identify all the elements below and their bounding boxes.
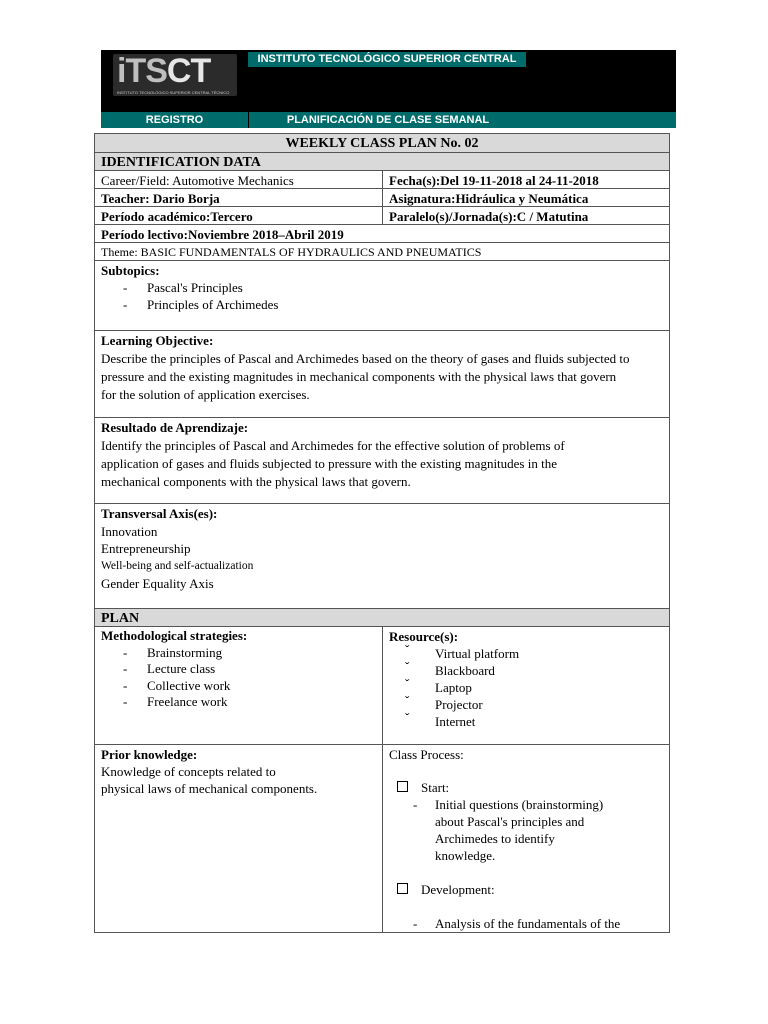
development-label: Development: [421,882,495,897]
start-label: Start: [421,780,450,795]
transversal-item: Well-being and self-actualization [101,559,254,572]
resultado-row [95,418,669,504]
learning-objective-line: Describe the principles of Pascal and Archimedes based on the theory of gases and fluids subjected to [101,351,630,366]
registro-label: REGISTRO [101,112,249,128]
logo-subtitle: INSTITUTO TECNOLÓGICO SUPERIOR CENTRAL TÉCNICO [117,90,230,95]
teacher-row [95,189,669,207]
resource-item: ˇ Virtual platform [405,645,663,662]
resources-list [389,645,663,730]
subtopics-list [101,279,663,313]
learning-objective-heading: Learning Objective: [101,333,214,348]
periodo-row [95,207,669,225]
methodological-heading: Methodological strategies: [101,628,248,643]
subtopics-heading: Subtopics: [101,263,160,278]
resultado-line: application of gases and fluids subjected to pressure with the existing magnitudes in the [101,456,557,471]
transversal-heading: Transversal Axis(es): [101,506,218,521]
institution-header [101,50,676,128]
weekly-class-plan-table [94,133,670,933]
resultado-line: mechanical components with the physical laws that govern. [101,474,411,489]
start-line: about Pascal's principles and [435,814,585,829]
resultado-line: Identify the principles of Pascal and Archimedes for the effective solution of problems of [101,438,565,453]
teacher-field: Teacher: Dario Borja [95,189,383,207]
learning-objective-line: for the solution of application exercises. [101,387,310,402]
paralelo-field: Paralelo(s)/Jornada(s):C / Matutina [389,209,589,224]
resource-item: ˇ Projector [405,696,663,713]
start-line: Archimedes to identify [435,831,555,846]
periodo-lectivo-field: Período lectivo:Noviembre 2018–Abril 2019 [101,227,344,242]
periodo-lectivo-row [95,225,669,243]
resources-heading: Resource(s): [389,629,459,644]
learning-objective-line: pressure and the existing magnitudes in mechanical components with the physical laws that govern [101,369,617,384]
transversal-row [95,504,669,609]
itsct-logo [113,54,237,96]
resource-item: ˇ Blackboard [405,662,663,679]
strategies-row [95,627,669,745]
plan-heading: PLAN [101,611,140,626]
identification-heading: IDENTIFICATION DATA [101,155,261,170]
theme-row [95,243,669,261]
class-process-label: Class Process: [389,747,464,762]
process-row: Prior knowledge: Knowledge of concepts related to physical laws of mechanical components. Class Process: Start: - Initial questions (brainstorming) about Pascal's principles and Archimedes to identify knowledge. Development: - Analysis of the fundamentals of the [95,745,669,932]
resultado-heading: Resultado de Aprendizaje: [101,420,249,435]
institute-name-bar: INSTITUTO TECNOLÓGICO SUPERIOR CENTRAL [248,52,526,67]
resource-item: ˇ Laptop [405,679,663,696]
planificacion-label: PLANIFICACIÓN DE CLASE SEMANAL [286,114,490,126]
identification-heading-row [95,153,669,171]
start-line: knowledge. [435,848,496,863]
strategy-item: - Freelance work [123,694,376,711]
subtopic-item: - Pascal's Principles [123,279,663,296]
plan-title: WEEKLY CLASS PLAN No. 02 [285,136,479,151]
bullet-box-icon [397,883,408,894]
subtopics-row [95,261,669,331]
career-field: Career/Field: Automotive Mechanics [95,171,383,189]
transversal-item: Gender Equality Axis [101,576,214,591]
transversal-item: Entrepreneurship [101,541,191,556]
learning-objective-row [95,331,669,418]
fecha-field: Fecha(s):Del 19-11-2018 al 24-11-2018 [389,173,599,188]
logo-its-text: iTS [117,52,167,90]
bullet-box-icon [397,781,408,792]
prior-knowledge-line: physical laws of mechanical components. [101,781,318,796]
strategy-item: - Brainstorming [123,645,376,662]
prior-knowledge-heading: Prior knowledge: [101,747,198,762]
asignatura-field: Asignatura:Hidráulica y Neumática [389,191,589,206]
resource-item: ˇ Internet [405,713,663,730]
career-row [95,171,669,189]
periodo-academico-field: Período académico:Tercero [95,207,383,225]
prior-knowledge-line: Knowledge of concepts related to [101,764,276,779]
subtopic-item: - Principles of Archimedes [123,296,663,313]
transversal-item: Innovation [101,523,158,539]
strategy-item: - Lecture class [123,661,376,678]
strategy-item: - Collective work [123,678,376,695]
development-line: Analysis of the fundamentals of the [435,916,621,931]
registro-bar [101,112,676,128]
plan-heading-row [95,609,669,627]
theme-field: Theme: BASIC FUNDAMENTALS OF HYDRAULICS AND PNEUMATICS [101,245,482,259]
methodological-list [101,645,376,711]
start-line: Initial questions (brainstorming) [435,797,604,812]
title-row [95,134,669,153]
logo-ct-text: CT [166,52,211,90]
